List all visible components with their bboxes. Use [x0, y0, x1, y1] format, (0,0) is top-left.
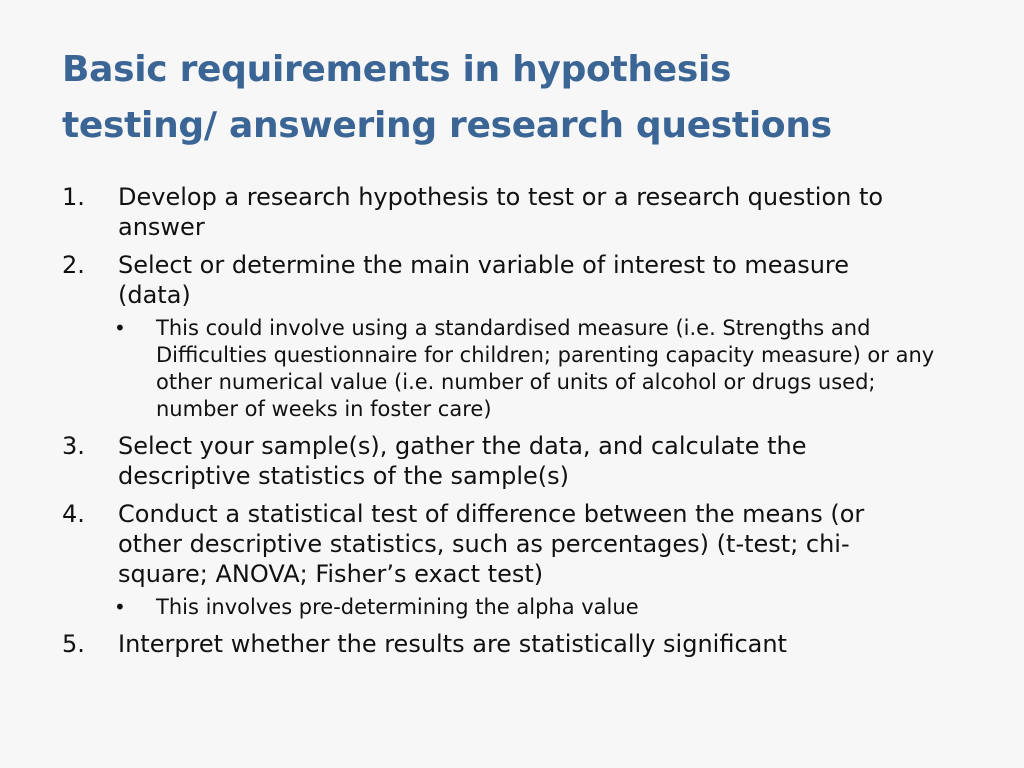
slide-content [62, 182, 964, 659]
list-item-3 [62, 431, 964, 491]
list-item-4 [62, 499, 964, 589]
list-item-5 [62, 629, 964, 659]
list-number: 4. [62, 500, 85, 528]
list-number: 5. [62, 630, 85, 658]
sub-list-text: This involves pre-determining the alpha value [156, 595, 639, 619]
list-number: 3. [62, 432, 85, 460]
sub-list-item-2 [114, 315, 964, 423]
slide-title: Basic requirements in hypothesis testing/ answering research questions [62, 49, 832, 146]
list-text: Select your sample(s), gather the data, and calculate the descriptive statistics of the sample(s) [118, 432, 807, 490]
list-text: Conduct a statistical test of difference between the means (or other descriptive statistics, such as percentages) (t-test; chi-square; ANOVA; Fisher’s exact test) [118, 500, 865, 588]
list-number: 1. [62, 183, 85, 211]
bullet-icon: • [114, 316, 126, 340]
list-item-1 [62, 182, 964, 242]
sub-list-text: This could involve using a standardised measure (i.e. Strengths and Difficulties questionnaire for children; parenting capacity measure) or any other numerical value (i.e. number of units of alcohol or drugs used; number of weeks in foster care) [156, 316, 935, 421]
list-number: 2. [62, 251, 85, 279]
list-text: Select or determine the main variable of interest to measure (data) [118, 251, 850, 309]
sub-list-item-4 [114, 594, 964, 621]
list-text: Develop a research hypothesis to test or a research question to answer [118, 183, 884, 241]
list-item-2 [62, 250, 964, 310]
list-text: Interpret whether the results are statistically significant [118, 630, 787, 658]
bullet-icon: • [114, 595, 126, 619]
